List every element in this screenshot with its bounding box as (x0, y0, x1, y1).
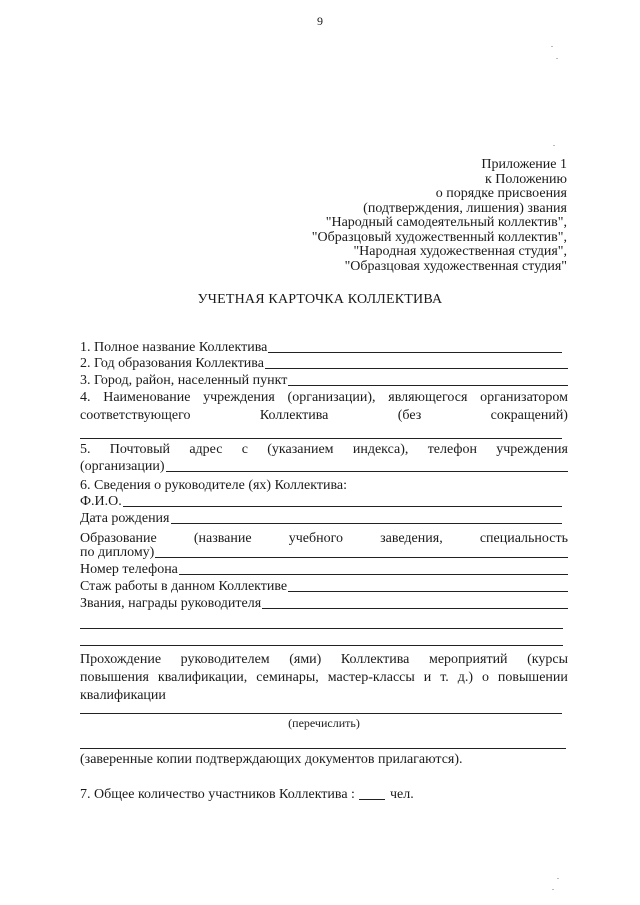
training-blank[interactable] (80, 713, 562, 714)
fio-blank[interactable] (123, 505, 562, 507)
experience-field (80, 579, 568, 595)
word: и (423, 670, 432, 685)
appendix-line: о порядке присвоения (435, 186, 567, 201)
fio-label: Ф.И.О. (80, 494, 122, 509)
organizer-line-2 (80, 408, 568, 424)
appendix-line: "Народная художественная студия", (353, 244, 567, 259)
phone-field (80, 562, 568, 578)
word: (ями) (289, 652, 322, 667)
word: учебного (288, 531, 343, 546)
fio-field (80, 494, 562, 510)
word: соответствующего (80, 408, 191, 423)
appendix-line: "Образцовый художественный коллектив", (311, 229, 567, 245)
word: заведения, (380, 531, 443, 546)
word: адрес (189, 442, 223, 457)
birth-date-label: Дата рождения (80, 511, 170, 526)
awards-label: Звания, награды руководителя (80, 596, 262, 611)
scan-speck (552, 889, 554, 890)
training-line-1 (80, 652, 568, 668)
scan-speck (556, 58, 558, 59)
word: 5. (80, 442, 91, 457)
word: Коллектива (259, 408, 329, 423)
word: семинары, (256, 670, 319, 685)
word: специальность (479, 531, 568, 546)
word: (организации), (287, 390, 376, 405)
word: Почтовый (109, 442, 171, 457)
word: квалификации, (157, 670, 248, 685)
word: телефон (427, 442, 477, 457)
scan-speck (553, 145, 555, 146)
address-label: (организации) (80, 459, 165, 474)
address-line-1 (80, 442, 568, 458)
city-blank[interactable] (288, 384, 568, 386)
scan-speck (557, 878, 559, 879)
phone-label: Номер телефона (80, 562, 178, 577)
word: сокращений) (490, 408, 568, 423)
education-field (80, 545, 568, 561)
word: мероприятий (428, 652, 508, 667)
word: Образование (80, 531, 157, 546)
organizer-blank[interactable] (80, 438, 562, 439)
document-title: УЧЕТНАЯ КАРТОЧКА КОЛЛЕКТИВА (197, 292, 443, 307)
word: повышения (80, 670, 149, 685)
word: Прохождение (80, 652, 162, 667)
collective-name-field (80, 340, 562, 356)
scan-speck (551, 46, 553, 47)
appendix-line: к Положению (484, 171, 567, 187)
copies-note: (заверенные копии подтверждающих документов прилагаются). (80, 752, 463, 767)
word: т. (440, 670, 449, 685)
awards-blank-extra[interactable] (80, 628, 563, 629)
founding-year-field (80, 356, 568, 372)
training-line-3: квалификации (80, 688, 166, 703)
appendix-line: "Образцовая художественная студия" (344, 258, 567, 274)
address-field (80, 459, 568, 475)
word: Наименование (103, 390, 191, 405)
birth-date-blank[interactable] (171, 522, 563, 524)
training-line-2 (80, 670, 568, 686)
word: организатором (480, 390, 568, 405)
address-blank[interactable] (166, 470, 569, 472)
word: (название (193, 531, 252, 546)
awards-blank-extra[interactable] (80, 645, 563, 646)
awards-field (80, 596, 568, 612)
participants-blank[interactable] (359, 798, 385, 800)
word: (курсы (527, 652, 568, 667)
word: являющегося (388, 390, 468, 405)
collective-name-label: 1. Полное название Коллектива (80, 340, 268, 355)
city-field (80, 373, 568, 389)
word: 4. (80, 390, 91, 405)
word: учреждения (496, 442, 568, 457)
experience-label: Стаж работы в данном Коллективе (80, 579, 288, 594)
phone-blank[interactable] (179, 573, 568, 575)
organizer-line-1 (80, 390, 568, 406)
education-blank[interactable] (155, 556, 568, 558)
word: (указанием (267, 442, 334, 457)
birth-date-field (80, 511, 562, 527)
word: (без (397, 408, 422, 423)
education-label: по диплому) (80, 545, 155, 560)
list-hint: (перечислить) (288, 716, 360, 730)
training-blank-2[interactable] (80, 748, 566, 749)
word: индекса), (352, 442, 409, 457)
word: д.) (457, 670, 474, 685)
experience-blank[interactable] (288, 590, 568, 592)
city-label: 3. Город, район, населенный пункт (80, 373, 288, 388)
founding-year-blank[interactable] (265, 367, 568, 369)
word: учреждения (203, 390, 275, 405)
word: мастер-классы (327, 670, 415, 685)
appendix-line: "Народный самодеятельный коллектив", (325, 215, 567, 230)
page-number: 9 (317, 14, 323, 28)
participants-field (80, 787, 414, 803)
word: повышении (497, 670, 568, 685)
participants-unit: чел. (389, 787, 414, 802)
word: о (481, 670, 489, 685)
founding-year-label: 2. Год образования Коллектива (80, 356, 264, 371)
word: Коллектива (340, 652, 410, 667)
head-info-heading: 6. Сведения о руководителе (ях) Коллектива: (80, 478, 347, 493)
appendix-line: (подтверждения, лишения) звания (363, 200, 567, 216)
word: с (241, 442, 248, 457)
appendix-line: Приложение 1 (481, 157, 567, 172)
collective-name-blank[interactable] (268, 351, 562, 353)
appendix-header (312, 158, 567, 274)
awards-blank[interactable] (262, 607, 568, 609)
word: руководителем (180, 652, 270, 667)
participants-label: 7. Общее количество участников Коллектива : (80, 787, 355, 802)
